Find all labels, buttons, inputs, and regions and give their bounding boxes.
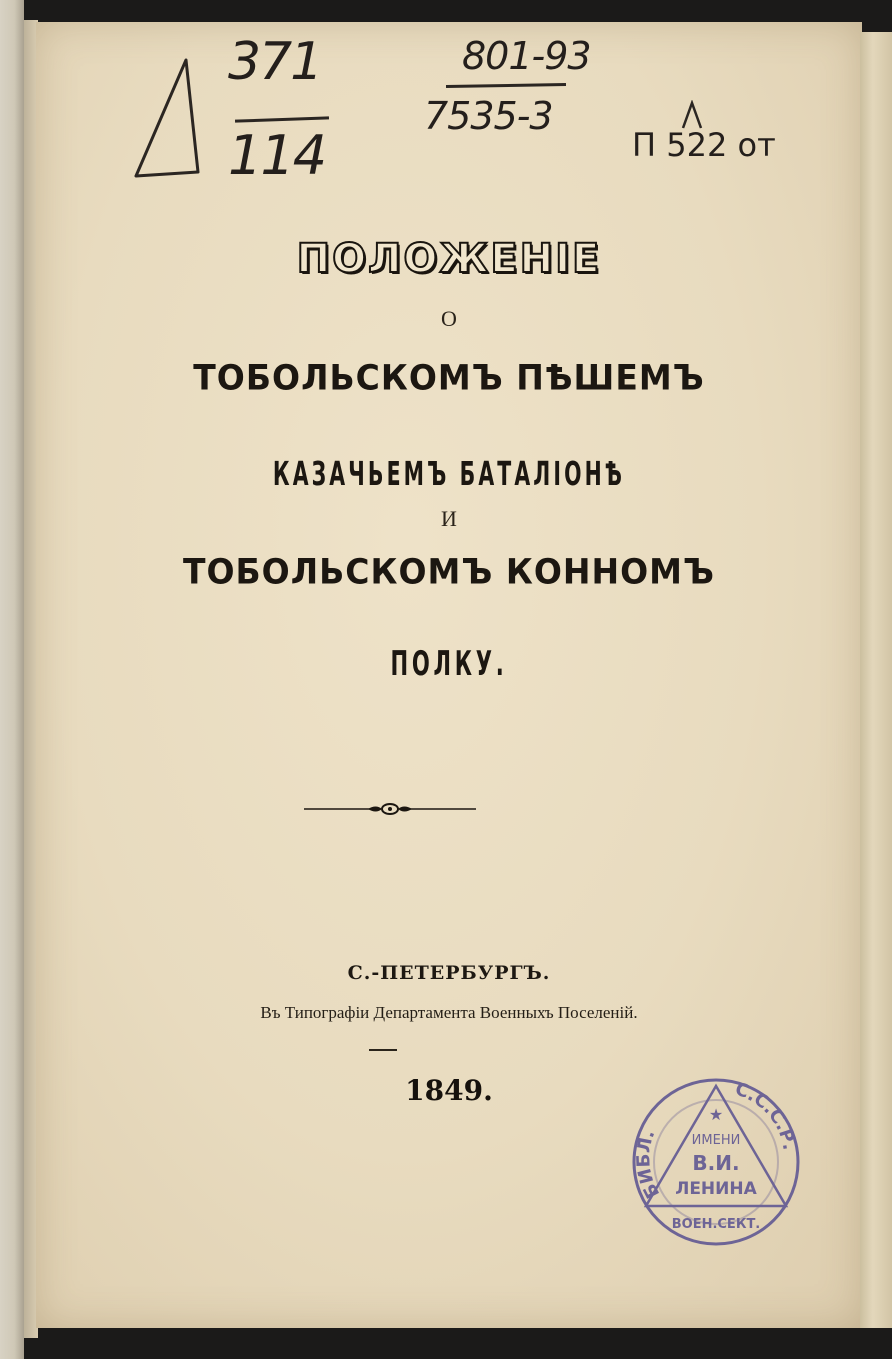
title-line-1: ТОБОЛЬСКОМЪ ПѢШЕМЪ (193, 357, 705, 398)
stamp-top-right: С.С.С.Р. (732, 1078, 800, 1152)
imprint-rule (369, 1049, 397, 1051)
stamp-center-1: ИМЕНИ (691, 1133, 741, 1148)
handwritten-triangle-mark (128, 54, 208, 184)
handwritten-shelf-bottom: 114 (228, 124, 326, 187)
left-page-edge (0, 0, 24, 1359)
stamp-bottom: ВОЕН.СЕКТ. (671, 1217, 761, 1232)
ornamental-divider (302, 800, 478, 818)
title-main: ПОЛОЖЕНІЕ (296, 236, 602, 282)
handwritten-number-top: 801-93 (462, 34, 591, 78)
title-line-4: ПОЛКУ. (390, 644, 508, 684)
stamp-star: ★ (708, 1105, 724, 1124)
right-page-edge (860, 32, 892, 1328)
stamp-center-3: ЛЕНИНА (675, 1179, 757, 1199)
title-line-3: ТОБОЛЬСКОМЪ КОННОМЪ (182, 551, 716, 592)
imprint-year: 1849. (405, 1074, 493, 1107)
handwritten-shelf-top: 371 (228, 32, 322, 92)
stamp-top-left: БИБЛ. (633, 1126, 665, 1202)
handwritten-catalog-mark: П 522 от (632, 126, 776, 164)
handwritten-number-bottom: 7535-3 (424, 94, 553, 138)
title-word-o: О (441, 306, 457, 331)
imprint-city: С.-ПЕТЕРБУРГЪ. (347, 962, 551, 984)
imprint-printer: Въ Типографіи Департамента Военныхъ Поселеній. (260, 1003, 638, 1022)
library-stamp (630, 1074, 802, 1250)
title-word-i: И (441, 506, 457, 531)
title-line-2: КАЗАЧЬЕМЪ БАТАЛІОНѢ (272, 454, 626, 493)
stamp-center-2: В.И. (692, 1151, 740, 1175)
